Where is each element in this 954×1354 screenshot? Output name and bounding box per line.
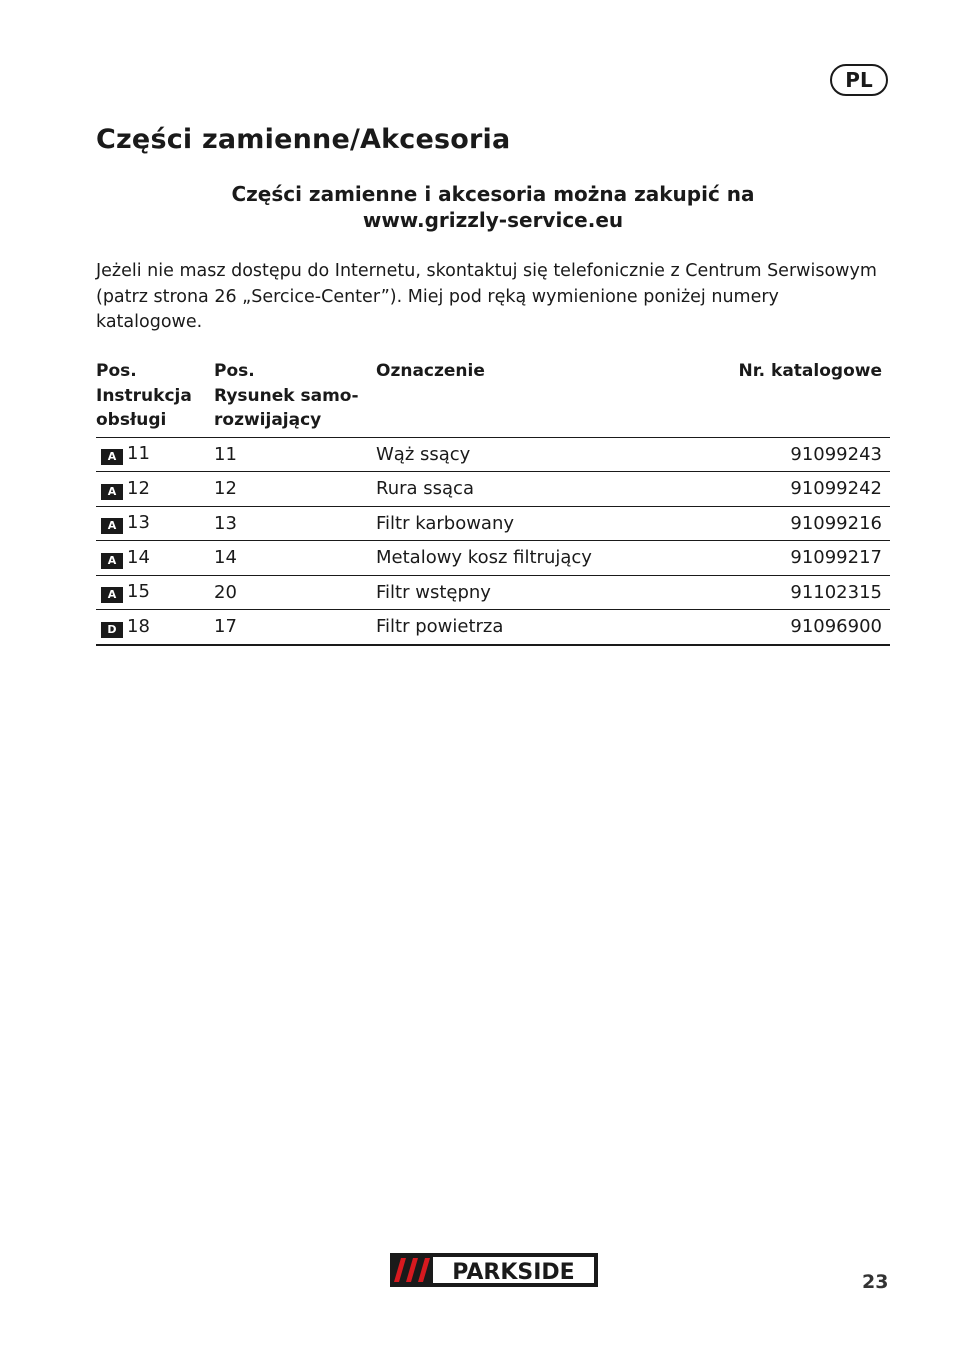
cell-designation: Wąż ssący [376,437,706,472]
cell-catalog-number: 91096900 [706,610,890,645]
table-row [96,575,890,610]
cell-pos-manual [96,575,214,610]
cell-designation: Filtr powietrza [376,610,706,645]
cell-pos-manual [96,472,214,507]
header-pos-manual-l2: Instrukcja [96,385,192,406]
header-catalog-number: Nr. katalogowe [738,361,882,381]
language-badge: PL [830,64,888,96]
page-number: 23 [862,1271,889,1293]
pos-manual-value: 12 [127,477,150,499]
cell-pos-drawing: 20 [214,575,376,610]
intro-paragraph: Jeżeli nie masz dostępu do Internetu, skontaktuj się telefonicznie z Centrum Serwisowym (patrz strona 26 „Sercice-Center”). Miej pod ręką wymienione poniżej numery katalogowe. [96,261,877,332]
figure-badge: A [101,449,123,465]
subtitle-url[interactable]: www.grizzly-service.eu [362,208,624,232]
header-pos-drawing-l2: Rysunek samo- [214,385,359,406]
table-row [96,472,890,507]
cell-pos-drawing: 13 [214,506,376,541]
parkside-logo-text: PARKSIDE [452,1260,575,1285]
pos-manual-value: 11 [127,443,150,465]
cell-catalog-number: 91099216 [706,506,890,541]
table-row [96,506,890,541]
cell-catalog-number: 91102315 [706,575,890,610]
header-pos-drawing [214,359,376,437]
table-header-row [96,359,890,437]
header-pos-drawing-l3: rozwijający [214,410,322,430]
cell-designation: Filtr karbowany [376,506,706,541]
pos-manual-value: 18 [127,615,150,637]
header-pos-manual [96,359,214,437]
header-pos-manual-l3: obsługi [96,410,167,430]
cell-catalog-number: 91099242 [706,472,890,507]
parts-table [96,359,890,646]
cell-pos-manual [96,506,214,541]
cell-pos-drawing: 12 [214,472,376,507]
cell-pos-manual [96,541,214,576]
cell-pos-drawing: 14 [214,541,376,576]
cell-catalog-number: 91099217 [706,541,890,576]
figure-badge: A [101,484,123,500]
cell-pos-drawing: 17 [214,610,376,645]
cell-catalog-number: 91099243 [706,437,890,472]
pos-manual-value: 15 [127,581,150,603]
cell-pos-manual [96,610,214,645]
cell-pos-manual [96,437,214,472]
header-pos-manual-l1: Pos. [96,361,137,381]
figure-badge: A [101,518,123,534]
page-title: Części zamienne/Akcesoria [96,124,511,155]
subtitle [96,181,890,233]
header-designation: Oznaczenie [376,361,485,381]
cell-designation: Filtr wstępny [376,575,706,610]
figure-badge: A [101,587,123,603]
table-row [96,541,890,576]
cell-designation: Rura ssąca [376,472,706,507]
parkside-logo [390,1253,598,1287]
table-row [96,437,890,472]
table-row [96,610,890,645]
subtitle-line-1: Części zamienne i akcesoria można zakupić na [231,182,755,206]
figure-badge: D [101,622,123,638]
figure-badge: A [101,553,123,569]
pos-manual-value: 14 [127,546,150,568]
cell-designation: Metalowy kosz filtrujący [376,541,706,576]
cell-pos-drawing: 11 [214,437,376,472]
pos-manual-value: 13 [127,512,150,534]
header-pos-drawing-l1: Pos. [214,361,255,381]
